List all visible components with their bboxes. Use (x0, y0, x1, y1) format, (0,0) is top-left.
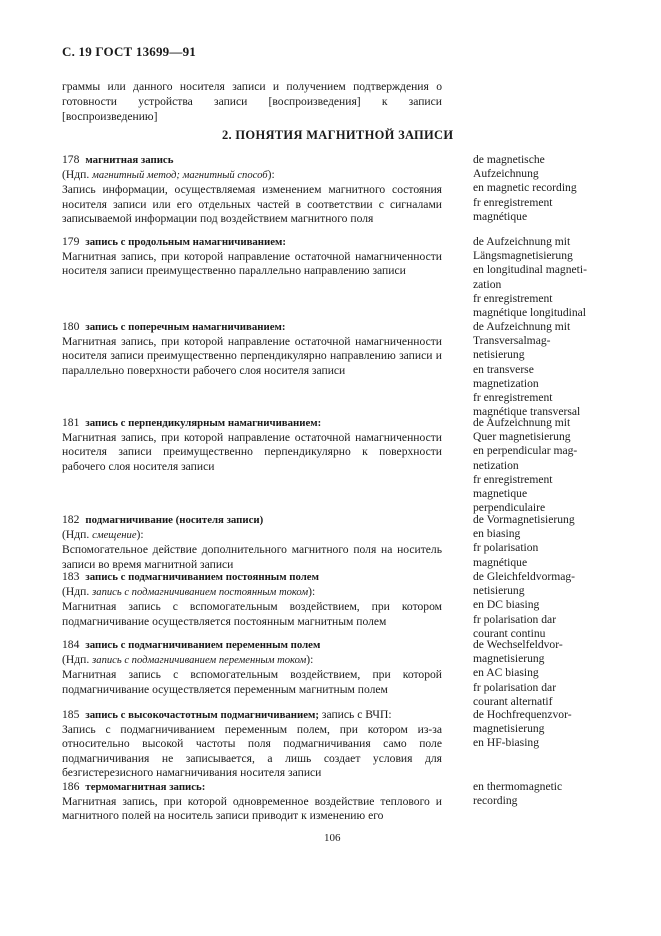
term-definition: Магнитная запись с вспомогательным воздействием, при которой подмагничивание осуществляется переменным магнитным полем (62, 668, 442, 696)
term-number: 179 (62, 235, 80, 248)
equivalents-180 (473, 320, 623, 419)
term-name: запись с подмагничиванием постоянным полем (85, 571, 319, 583)
equivalent-line: netisierung (473, 348, 525, 362)
term-name: магнитная запись (85, 154, 174, 166)
equivalent-line: de Aufzeichnung mit (473, 320, 571, 333)
equivalents-181 (473, 416, 623, 515)
equivalent-line: magnétique (473, 555, 528, 569)
equivalents-184 (473, 638, 623, 709)
equivalent-line: fr enregistrement (473, 391, 553, 405)
term-definition: Магнитная запись с вспомогательным воздействием, при котором подмагничивание осуществляется постоянным магнитным полем (62, 600, 442, 628)
term-185 (62, 708, 442, 781)
synonym-suffix: ): (308, 584, 316, 598)
equivalent-line: en perpendicular mag- (473, 444, 578, 458)
equivalent-line: magnétique transversal (473, 405, 581, 419)
equivalent-line: magnetisierung (473, 722, 545, 736)
equivalent-line: de Aufzeichnung mit (473, 416, 571, 429)
term-definition: Вспомогательное действие дополнительного магнитного поля на носитель записи во время магнитной записи (62, 543, 442, 571)
term-name: подмагничивание (носителя записи) (85, 514, 264, 526)
synonym-prefix: (Ндп. (62, 527, 93, 541)
term-definition: Магнитная запись, при которой направление остаточной намагниченности носителя записи преимущественно перпендикулярно к поверхности рабочего слоя носителя записи (62, 430, 442, 473)
term-name: запись с подмагничиванием переменным полем (85, 639, 321, 651)
term-definition: Магнитная запись, при которой одновременное воздействие теплового и магнитного полей на носитель записи приводит к изменению его (62, 794, 442, 823)
synonym-suffix: ): (136, 527, 144, 541)
term-abbreviation: запись с ВЧП: (319, 708, 392, 721)
equivalent-line: magnétique longitudinal (473, 306, 587, 320)
term-synonym: смещение (92, 529, 137, 541)
term-definition: Магнитная запись, при которой направление остаточной намагниченности носителя записи преимущественно перпендикулярно направлению записи и параллельно поверхности рабочего слоя носителя записи (62, 334, 442, 377)
term-number: 184 (62, 638, 80, 651)
term-number: 185 (62, 708, 80, 721)
term-182 (62, 513, 442, 572)
term-synonym: запись с подмагничиванием постоянным током (92, 586, 309, 598)
term-number: 178 (62, 153, 80, 166)
equivalent-line: en AC biasing (473, 666, 539, 680)
intro-paragraph: граммы или данного носителя записи и получением подтверждения о готовности устройства записи [воспроизведения] к записи [воспроизведению] (62, 80, 442, 123)
term-181 (62, 416, 442, 474)
synonym-suffix: ): (267, 167, 275, 181)
equivalents-185 (473, 708, 623, 751)
section-title: 2. ПОНЯТИЯ МАГНИТНОЙ ЗАПИСИ (222, 128, 454, 142)
equivalent-line: en magnetic recording (473, 181, 577, 195)
equivalent-line: en transverse (473, 362, 534, 376)
term-number: 180 (62, 320, 80, 333)
equivalents-186 (473, 780, 623, 808)
equivalent-line: magnetique (473, 487, 528, 501)
equivalent-line: fr enregistrement (473, 291, 553, 305)
synonym-prefix: (Ндп. (62, 167, 93, 181)
equivalent-line: netization (473, 458, 519, 472)
term-number: 186 (62, 780, 80, 793)
synonym-prefix: (Ндп. (62, 652, 93, 666)
term-number: 182 (62, 513, 80, 526)
term-name: запись с перпендикулярным намагничиванием: (85, 417, 322, 429)
equivalent-line: de Vormagnetisierung (473, 513, 575, 526)
equivalent-line: fr polarisation dar (473, 612, 557, 626)
equivalent-line: en DC biasing (473, 598, 540, 612)
synonym-prefix: (Ндп. (62, 584, 93, 598)
term-definition: Запись с подмагничиванием переменным полем, при котором из-за относительно высокой частоты поля подмагничивания само поле подмагничивания не записывается, а лишь создает условия для безгистерезисного намагничивания носителя записи (62, 722, 442, 780)
equivalent-line: de Gleichfeldvormag- (473, 570, 576, 583)
term-number: 181 (62, 416, 80, 429)
equivalent-line: fr polarisation (473, 541, 539, 555)
equivalent-line: en longitudinal magneti- (473, 263, 587, 277)
equivalent-line: magnétique (473, 209, 528, 223)
page-header: С. 19 ГОСТ 13699—91 (62, 44, 196, 59)
term-name: запись с продольным намагничиванием: (85, 236, 286, 248)
equivalent-line: Quer magnetisierung (473, 430, 571, 444)
equivalent-line: de Aufzeichnung mit (473, 235, 571, 248)
term-180 (62, 320, 442, 378)
equivalent-line: netisierung (473, 584, 525, 598)
equivalent-line: courant continu (473, 626, 546, 640)
page-number: 106 (324, 832, 341, 844)
term-179 (62, 235, 442, 279)
term-186 (62, 780, 442, 824)
equivalent-line: perpendiculaire (473, 501, 546, 515)
equivalent-line: en biasing (473, 527, 521, 541)
term-name: запись с поперечным намагничиванием: (85, 321, 286, 333)
equivalent-line: courant alternatif (473, 694, 553, 708)
term-name: запись с высокочастотным подмагничиванием; (85, 709, 319, 721)
term-definition: Магнитная запись, при которой направление остаточной намагниченности носителя записи преимущественно параллельно направлению записи (62, 249, 442, 278)
term-183 (62, 570, 442, 629)
term-definition: Запись информации, осуществляемая изменением магнитного состояния носителя записи или его отдельных частей в соответствии с сигналами записываемой информации под воздействием магнитного поля (62, 183, 442, 226)
equivalents-178 (473, 153, 623, 224)
equivalent-line: de Wechselfeldvor- (473, 638, 563, 651)
term-synonym: магнитный метод; магнитный способ (92, 169, 268, 181)
equivalent-line: fr enregistrement (473, 472, 553, 486)
equivalent-line: en HF-biasing (473, 736, 540, 750)
equivalents-183 (473, 570, 623, 641)
equivalent-line: zation (473, 277, 502, 291)
equivalent-line: recording (473, 794, 518, 808)
term-184 (62, 638, 442, 697)
equivalents-179 (473, 235, 623, 320)
equivalent-line: magnetisierung (473, 652, 545, 666)
equivalent-line: fr enregistrement (473, 195, 553, 209)
equivalent-line: fr polarisation dar (473, 680, 557, 694)
equivalent-line: magnetization (473, 376, 539, 390)
equivalent-line: Längsmagnetisierung (473, 249, 573, 263)
equivalents-182 (473, 513, 623, 570)
equivalent-line: de magnetische (473, 153, 545, 166)
equivalent-line: Transversalmag- (473, 334, 551, 348)
term-name: термомагнитная запись: (85, 781, 206, 793)
equivalent-line: Aufzeichnung (473, 167, 539, 181)
term-178 (62, 153, 442, 227)
synonym-suffix: ): (306, 652, 314, 666)
equivalent-line: en thermomagnetic (473, 780, 563, 793)
equivalent-line: de Hochfrequenzvor- (473, 708, 572, 721)
term-number: 183 (62, 570, 80, 583)
term-synonym: запись с подмагничиванием переменным током (92, 654, 307, 666)
